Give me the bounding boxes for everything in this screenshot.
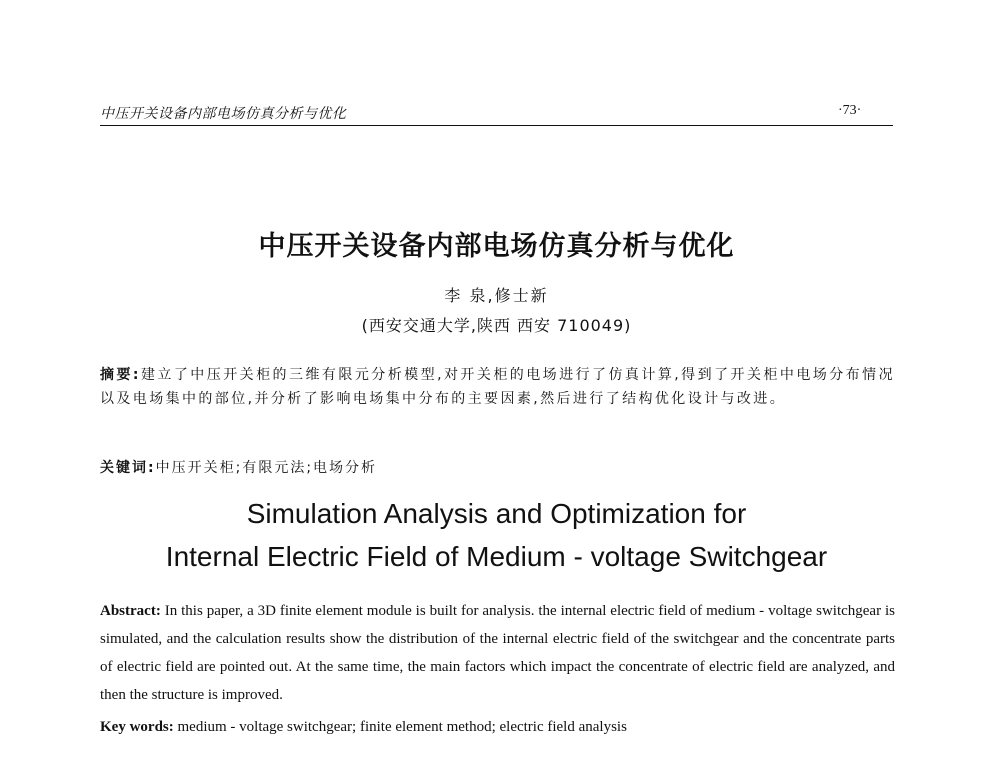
english-keywords-text: medium - voltage switchgear; finite element method; electric field analysis — [177, 719, 627, 735]
chinese-title: 中压开关设备内部电场仿真分析与优化 — [258, 231, 735, 262]
authors: 李 泉,修士新 — [444, 286, 549, 305]
chinese-abstract-label: 摘要: — [100, 367, 141, 383]
chinese-abstract-text: 建立了中压开关柜的三维有限元分析模型,对开关柜的电场进行了仿真计算,得到了开关柜中电场分布情况以及电场集中的部位,并分析了影响电场集中分布的主要因素,然后进行了结构优化设计与改进。 — [100, 367, 895, 407]
english-title-line-1: Simulation Analysis and Optimization for — [246, 498, 747, 529]
chinese-keywords — [100, 457, 377, 477]
english-abstract — [100, 597, 895, 709]
header-divider — [100, 125, 893, 126]
english-title-line-2: Internal Electric Field of Medium - voltage Switchgear — [165, 541, 828, 572]
english-keywords — [100, 719, 627, 736]
chinese-abstract — [100, 363, 895, 411]
english-abstract-label: Abstract: — [100, 603, 161, 619]
page-number: ·73· — [838, 103, 862, 118]
english-abstract-text: In this paper, a 3D finite element module is built for analysis. the internal electric field of medium - voltage switchgear is simulated, and the calculation results show the distribution of the internal electric field of the switchgear and the concentrate parts of electric field are pointed out. At the same time, the main factors which impact the concentrate of electric field are analyzed, and then the structure is improved. — [100, 603, 895, 703]
chinese-keywords-text: 中压开关柜;有限元法;电场分析 — [155, 460, 378, 476]
chinese-keywords-label: 关键词: — [100, 460, 156, 476]
running-header-title: 中压开关设备内部电场仿真分析与优化 — [100, 106, 347, 122]
english-keywords-label: Key words: — [100, 719, 174, 735]
english-title — [100, 492, 893, 578]
affiliation: (西安交通大学,陕西 西安 710049) — [361, 316, 632, 335]
